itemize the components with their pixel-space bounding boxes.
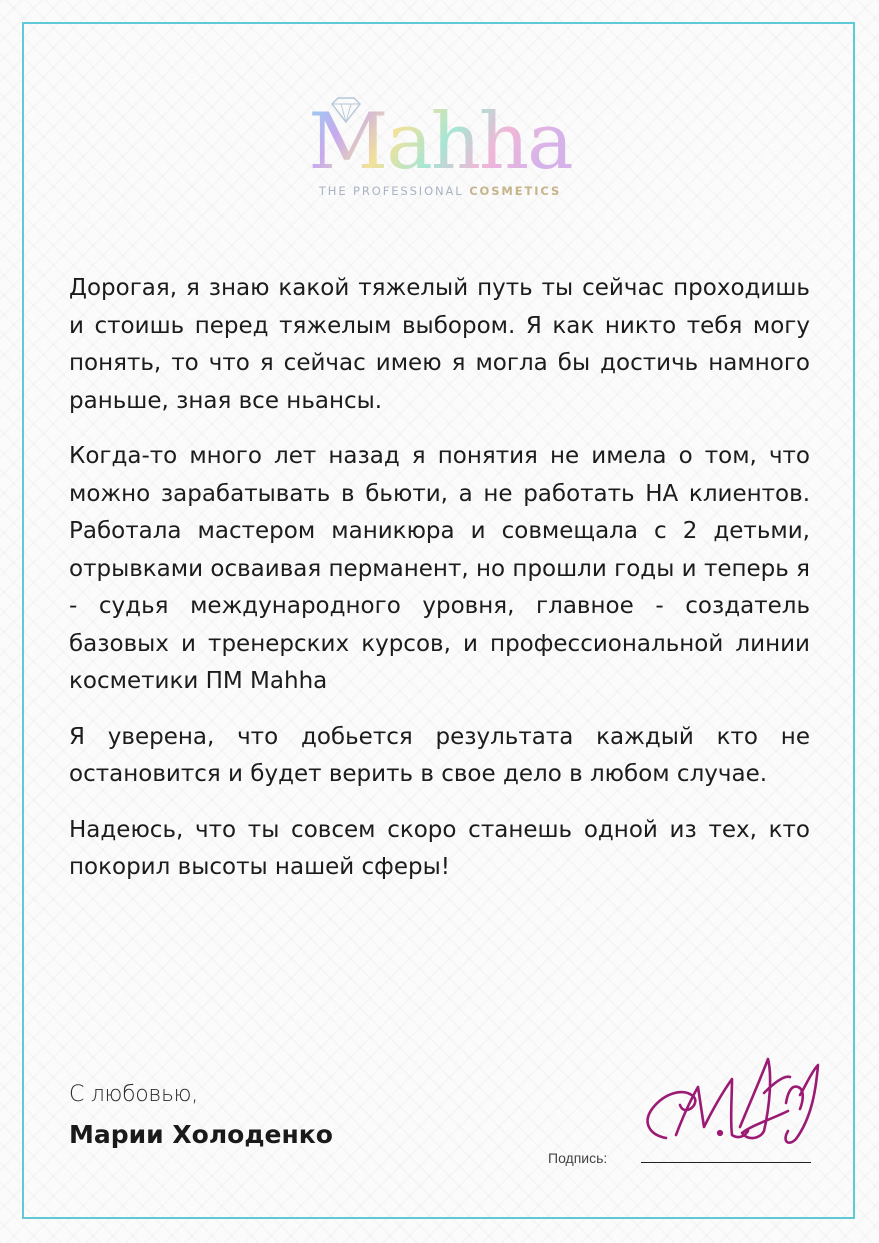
signature-label: Подпись:: [548, 1150, 608, 1166]
paragraph-4: Надеюсь, что ты совсем скоро станешь одной из тех, кто покорил высоты нашей сферы!: [69, 816, 810, 880]
brand-name: Mahha: [308, 97, 572, 178]
paragraph-2: Когда-то много лет назад я понятия не имела о том, что можно зарабатывать в бьюти, а не работать НА клиентов. Работала мастером маникюра и совмещала с 2 детьми, отрывками осваивая перманент, но прошли годы и теперь я - судья международного уровня, главное - создатель базовых и тренерских курсов, и профессиональной линии косметики ПМ Mahha: [69, 443, 810, 694]
tagline-part-2: COSMETICS: [469, 184, 562, 198]
sign-off: С любовью,: [69, 1082, 198, 1107]
paragraph-3: Я уверена, что добьется результата каждый кто не остановится и будет верить в свое дело в любом случае.: [69, 723, 810, 787]
tagline-part-1: THE PROFESSIONAL: [318, 184, 464, 198]
handwritten-signature: [636, 1035, 822, 1153]
signature-line: [641, 1162, 811, 1163]
brand-tagline: [290, 184, 590, 198]
letter-body: [69, 270, 810, 905]
paragraph-1: Дорогая, я знаю какой тяжелый путь ты сейчас проходишь и стоишь перед тяжелым выбором. Я как никто тебя могу понять, то что я сейчас имею я могла бы достичь намного раньше, зная все ньансы.: [69, 275, 810, 414]
author-name: Марии Холоденко: [69, 1120, 333, 1149]
brand-logo: [290, 88, 590, 200]
